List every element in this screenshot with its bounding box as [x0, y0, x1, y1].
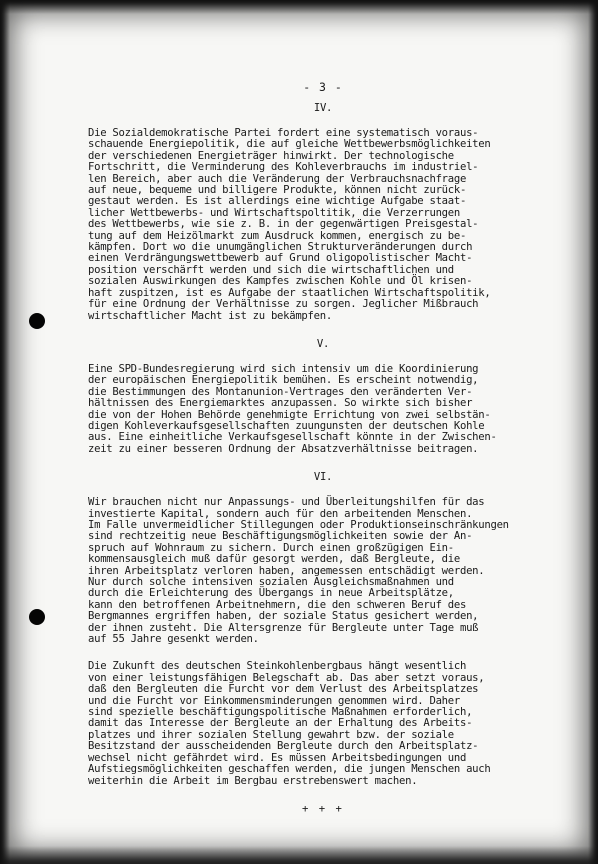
text-line: Besitzstand der ausscheidenden Bergleute durch den Arbeitsplatz- — [88, 740, 479, 753]
text-line: die von der Hohen Behörde genehmigte Errichtung von zwei selbstän- — [88, 408, 491, 421]
text-line: ihren Arbeitsplatz verloren haben, angemessen entschädigt werden. — [88, 564, 485, 577]
text-line: aus. Eine einheitliche Verkaufsgesellschaft könnte in der Zwischen- — [88, 431, 497, 444]
paragraph — [88, 497, 558, 645]
text-line: wirtschaftlicher Macht ist zu bekämpfen. — [88, 309, 332, 322]
text-line: die Bestimmungen des Montanunion-Vertrages den veränderten Ver- — [88, 385, 473, 398]
text-line: platzes und ihrer sozialen Stellung gewahrt bzw. der soziale — [88, 728, 454, 741]
scan-edge-left — [0, 0, 10, 864]
text-line: sind spezielle beschäftigungspolitische Maßnahmen erforderlich, — [88, 706, 473, 719]
text-line: auf 55 Jahre gesenkt werden. — [88, 633, 259, 646]
document-body — [88, 80, 558, 815]
text-line: len Bereich, aber auch die Veränderung der Verbrauchsnachfrage — [88, 172, 467, 185]
scan-edge-top — [0, 0, 598, 14]
text-line: und die Furcht vor Einkommensminderungen genommen wird. Daher — [88, 694, 460, 707]
text-line: Bergmannes ergriffen haben, der soziale Status gesichert werden, — [88, 610, 479, 623]
sections-container — [88, 102, 558, 787]
paragraph — [88, 364, 558, 455]
text-line: Nur durch solche intensiven sozialen Ausgleichsmaßnahmen und — [88, 576, 454, 588]
text-line: der ihnen zusteht. Die Altersgrenze für Bergleute unter Tage muß — [88, 621, 479, 634]
text-line: wechsel nicht gefährdet wird. Es müssen Arbeitsbedingungen und — [88, 751, 467, 764]
section-heading: IV. — [313, 102, 333, 114]
text-line: haft zuspitzen, ist es Aufgabe der staatlichen Wirtschaftspolitik, — [88, 286, 491, 299]
text-line: damit das Interesse der Bergleute an der Erhaltung des Arbeits- — [88, 717, 473, 730]
text-line: kann den betroffenen Arbeitnehmern, die den schweren Beruf des — [88, 598, 467, 611]
text-line: spruch auf Wohnraum zu sichern. Durch einen großzügigen Ein- — [88, 541, 454, 554]
punch-hole-lower — [29, 609, 45, 625]
text-line: weiterhin die Arbeit im Bergbau erstrebenswert machen. — [88, 774, 418, 787]
paragraph — [88, 661, 558, 786]
text-line: für eine Ordnung der Verhältnisse zu sorgen. Jeglicher Mißbrauch — [88, 298, 479, 311]
paragraph — [88, 128, 558, 322]
text-line: Die Zukunft des deutschen Steinkohlenbergbaus hängt wesentlich — [88, 660, 467, 673]
punch-hole-upper — [29, 313, 45, 329]
text-line: position verschärft werden und sich die wirtschaftlichen und — [88, 263, 454, 276]
text-line: Im Falle unvermeidlicher Stillegungen oder Produktionseinschränkungen — [88, 518, 509, 531]
text-line: des Wettbewerbs, wie sie z. B. in der gegenwärtigen Preisgestal- — [88, 218, 479, 231]
text-line: kommensausgleich muß dafür gesorgt werden, daß Bergleute, die — [88, 553, 460, 566]
text-line: Eine SPD-Bundesregierung wird sich intensiv um die Koordinierung — [88, 362, 479, 375]
text-line: von einer leistungsfähigen Belegschaft ab. Das aber setzt voraus, — [88, 671, 485, 684]
text-line: Die Sozialdemokratische Partei fordert eine systematisch voraus- — [88, 127, 479, 139]
end-marks: + + + — [302, 802, 344, 815]
text-line: hältnissen des Energiemarktes anzupassen. So wirkte sich bisher — [88, 397, 473, 410]
text-line: Fortschritt, die Verminderung des Kohleverbrauchs im industriel- — [88, 161, 479, 174]
text-line: auf neue, bequeme und billigere Produkte, können nicht zurück- — [88, 184, 467, 197]
text-line: kämpfen. Dort wo die unumgänglichen Strukturveränderungen durch — [88, 241, 473, 254]
text-line: daß den Bergleuten die Furcht vor dem Verlust des Arbeitsplatzes — [88, 683, 479, 696]
text-line: schauende Energiepolitik, die auf gleiche Wettbewerbsmöglichkeiten — [88, 138, 491, 151]
text-line: licher Wettbewerbs- und Wirtschaftspoltitik, die Verzerrungen — [88, 206, 460, 219]
section-heading: VI. — [313, 471, 333, 484]
text-line: der verschiedenen Energieträger hinwirkt. Der technologische — [88, 149, 454, 162]
page-number: - 3 - — [303, 80, 343, 94]
scan-edge-right — [588, 0, 598, 864]
text-line: sind rechtzeitig neue Beschäftigungsmöglichkeiten sowie der An- — [88, 530, 473, 543]
text-line: investierte Kapital, sondern auch für den arbeitenden Menschen. — [88, 507, 473, 520]
text-line: gestaut werden. Es ist allerdings eine wichtige Aufgabe staat- — [88, 195, 467, 208]
text-line: sozialen Auswirkungen des Kampfes zwischen Kohle und Öl krisen- — [88, 275, 473, 288]
text-line: einen Verdrängungswettbewerb auf Grund oligopolistischer Macht- — [88, 252, 473, 265]
text-line: Wir brauchen nicht nur Anpassungs- und Überleitungshilfen für das — [88, 496, 485, 509]
text-line: Aufstiegsmöglichkeiten geschaffen werden, die jungen Menschen auch — [88, 763, 491, 776]
text-line: der europäischen Energiepolitik bemühen. Es erscheint notwendig, — [88, 374, 479, 387]
scan-edge-bottom — [0, 846, 598, 864]
text-line: durch die Erleichterung des Übergangs in neue Arbeitsplätze, — [88, 587, 454, 600]
text-line: tung auf dem Heizölmarkt zum Ausdruck kommen, energisch zu be- — [88, 229, 467, 242]
text-line: digen Kohleverkaufsgesellschaften zuungunsten der deutschen Kohle — [88, 419, 485, 432]
section-heading: V. — [316, 337, 330, 350]
text-line: zeit zu einer besseren Ordnung der Absatzverhältnisse beitragen. — [88, 442, 479, 455]
